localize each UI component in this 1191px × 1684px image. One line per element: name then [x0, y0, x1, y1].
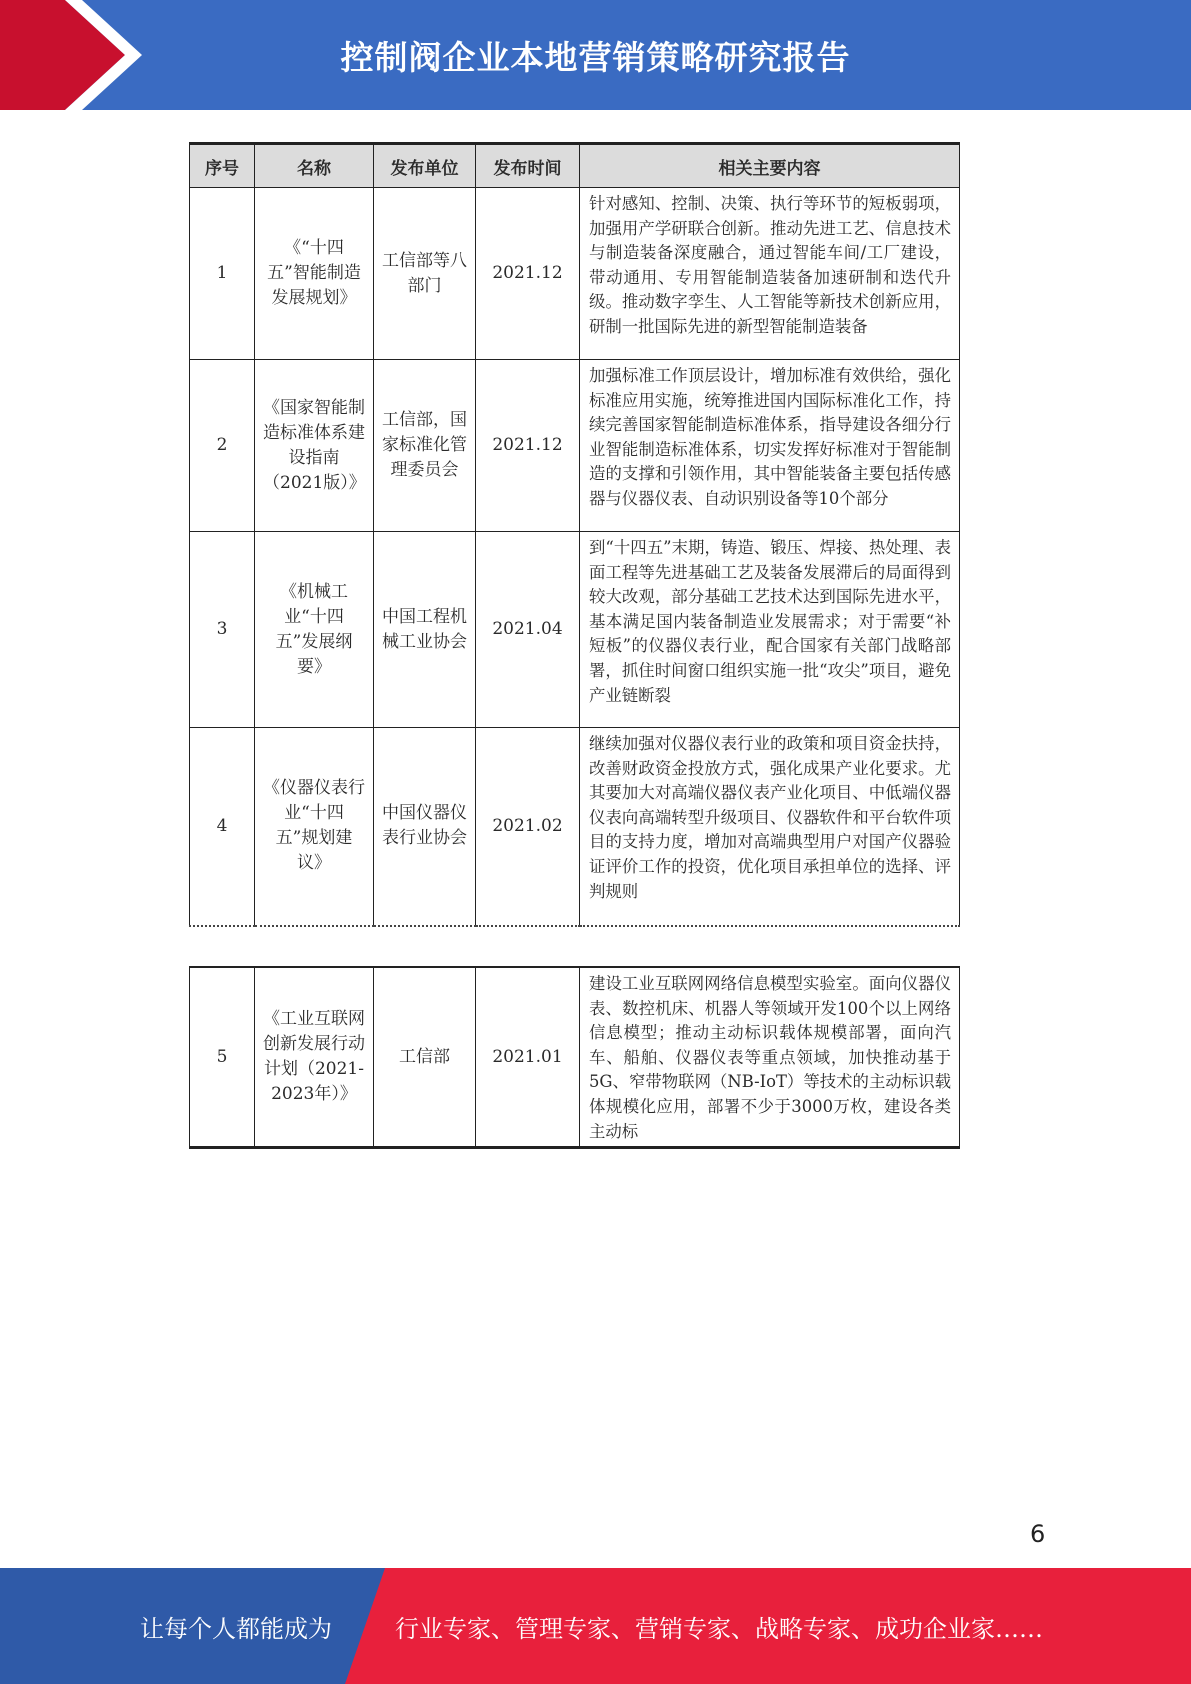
- cell-date: 2021.04: [476, 532, 580, 728]
- cell-content: 到“十四五”末期，铸造、锻压、焊接、热处理、表面工程等先进基础工艺及装备发展滞后的局面得到较大改观，部分基础工艺技术达到国际先进水平，基本满足国内装备制造业发展需求；对于需要“补短板”的仪器仪表行业，配合国家有关部门战略部署，抓住时间窗口组织实施一批“攻尖”项目，避免产业链断裂: [580, 532, 960, 728]
- table-row: [190, 967, 960, 1148]
- column-header-publisher: 发布单位: [374, 144, 476, 188]
- page-footer: [0, 1568, 1191, 1684]
- cell-content: 加强标准工作顶层设计，增加标准有效供给，强化标准应用实施，统筹推进国内国际标准化工作，持续完善国家智能制造标准体系，指导建设各细分行业智能制造标准体系，切实发挥好标准对于智能制造的支撑和引领作用，其中智能装备主要包括传感器与仪器仪表、自动识别设备等10个部分: [580, 360, 960, 532]
- footer-slogan-right: 行业专家、管理专家、营销专家、战略专家、成功企业家……: [395, 1614, 1043, 1643]
- cell-publisher: 工信部，国家标准化管理委员会: [374, 360, 476, 532]
- cell-no: 3: [190, 532, 255, 728]
- policy-table: [189, 142, 960, 927]
- cell-no: 5: [190, 967, 255, 1148]
- cell-publisher: 中国工程机械工业协会: [374, 532, 476, 728]
- cell-no: 1: [190, 188, 255, 360]
- report-title: 控制阀企业本地营销策略研究报告: [340, 37, 851, 77]
- cell-name: 《仪器仪表行业“十四五”规划建议》: [255, 728, 374, 926]
- page-header: [0, 0, 1191, 110]
- page-number: 6: [1030, 1520, 1046, 1548]
- cell-date: 2021.12: [476, 188, 580, 360]
- table-row: [190, 728, 960, 926]
- column-header-no: 序号: [190, 144, 255, 188]
- footer-slogan-left: 让每个人都能成为: [140, 1614, 332, 1643]
- table-row: [190, 188, 960, 360]
- table-header-row: [190, 144, 960, 188]
- column-header-date: 发布时间: [476, 144, 580, 188]
- policy-table-continued: [189, 966, 960, 1149]
- cell-date: 2021.01: [476, 967, 580, 1148]
- cell-date: 2021.02: [476, 728, 580, 926]
- cell-date: 2021.12: [476, 360, 580, 532]
- cell-name: 《工业互联网创新发展行动计划（2021-2023年）》: [255, 967, 374, 1148]
- column-header-name: 名称: [255, 144, 374, 188]
- cell-no: 4: [190, 728, 255, 926]
- column-header-content: 相关主要内容: [580, 144, 960, 188]
- table-row: [190, 532, 960, 728]
- table-row: [190, 360, 960, 532]
- cell-content: 针对感知、控制、决策、执行等环节的短板弱项，加强用产学研联合创新。推动先进工艺、信息技术与制造装备深度融合，通过智能车间/工厂建设，带动通用、专用智能制造装备加速研制和迭代升级。推动数字孪生、人工智能等新技术创新应用，研制一批国际先进的新型智能制造装备: [580, 188, 960, 360]
- cell-content: 建设工业互联网网络信息模型实验室。面向仪器仪表、数控机床、机器人等领域开发100个以上网络信息模型；推动主动标识载体规模部署，面向汽车、船舶、仪器仪表等重点领域，加快推动基于5G、窄带物联网（NB-IoT）等技术的主动标识载体规模化应用，部署不少于3000万枚，建设各类主动标: [580, 967, 960, 1148]
- cell-name: 《“十四五”智能制造发展规划》: [255, 188, 374, 360]
- cell-publisher: 中国仪器仪表行业协会: [374, 728, 476, 926]
- cell-publisher: 工信部: [374, 967, 476, 1148]
- cell-publisher: 工信部等八部门: [374, 188, 476, 360]
- cell-no: 2: [190, 360, 255, 532]
- cell-name: 《国家智能制造标准体系建设指南（2021版）》: [255, 360, 374, 532]
- cell-name: 《机械工业“十四五”发展纲要》: [255, 532, 374, 728]
- cell-content: 继续加强对仪器仪表行业的政策和项目资金扶持，改善财政资金投放方式，强化成果产业化要求。尤其要加大对高端仪器仪表产业化项目、中低端仪器仪表向高端转型升级项目、仪器软件和平台软件项目的支持力度，增加对高端典型用户对国产仪器验证评价工作的投资，优化项目承担单位的选择、评判规则: [580, 728, 960, 926]
